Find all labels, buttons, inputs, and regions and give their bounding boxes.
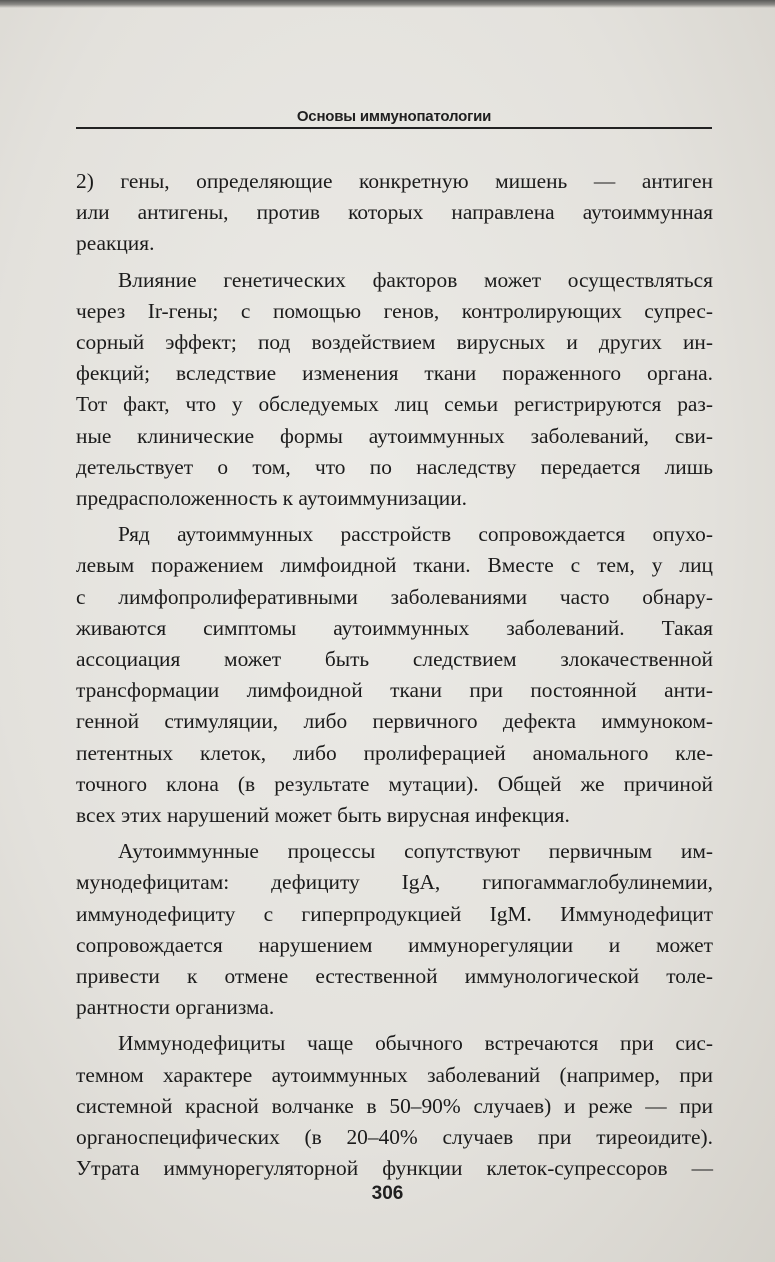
body-text: [76, 166, 713, 1190]
text-line: Тот факт, что у обследуемых лиц семьи регистрируются раз-: [76, 392, 713, 417]
text-line: петентных клеток, либо пролиферацией аномального кле-: [76, 740, 713, 765]
text-line: предрасположенность к аутоиммунизации.: [76, 486, 468, 511]
text-line: сорный эффект; под воздействием вирусных и других ин-: [76, 330, 713, 355]
text-line: всех этих нарушений может быть вирусная инфекция.: [76, 803, 570, 828]
text-line: трансформации лимфоидной ткани при постоянной анти-: [76, 678, 713, 703]
text-line: сопровождается нарушением иммунорегуляции и может: [76, 932, 713, 957]
text-line: ные клинические формы аутоиммунных заболеваний, сви-: [76, 423, 713, 448]
paragraph-1: [76, 166, 713, 260]
text-line: темном характере аутоиммунных заболеваний (например, при: [76, 1062, 713, 1087]
page-top-edge: [0, 0, 775, 8]
text-line: живаются симптомы аутоиммунных заболеваний. Такая: [76, 615, 713, 640]
text-line: органоспецифических (в 20–40% случаев при тиреоидите).: [76, 1125, 713, 1150]
text-line: Ряд аутоиммунных расстройств сопровождается опухо-: [118, 522, 713, 547]
text-line: Влияние генетических факторов может осуществляться: [118, 267, 713, 292]
text-line: рантности организма.: [76, 995, 275, 1020]
text-line: Утрата иммунорегуляторной функции клеток-супрессоров —: [76, 1156, 713, 1181]
text-line: привести к отмене естественной иммунологической толе-: [76, 964, 713, 989]
running-head-title: Основы иммунопатологии: [296, 108, 492, 125]
text-line: или антигены, против которых направлена аутоиммунная: [76, 200, 713, 225]
running-head-rule: [76, 127, 712, 129]
text-line: Иммунодефициты чаще обычного встречаются при сис-: [118, 1031, 713, 1056]
text-line: детельствует о том, что по наследству передается лишь: [76, 454, 713, 479]
text-line: мунодефицитам: дефициту IgA, гипогаммаглобулинемии,: [76, 870, 713, 895]
text-line: точного клона (в результате мутации). Общей же причиной: [76, 771, 713, 796]
text-line: реакция.: [76, 231, 155, 256]
text-line: Аутоиммунные процессы сопутствуют первичным им-: [118, 839, 713, 864]
text-line: через Ir-гены; с помощью генов, контролирующих супрес-: [76, 298, 713, 323]
text-line: 2) гены, определяющие конкретную мишень — антиген: [76, 169, 713, 193]
paragraph-3: [76, 519, 713, 831]
page-number: 306: [371, 1183, 404, 1204]
text-line: генной стимуляции, либо первичного дефекта иммуноком-: [76, 709, 713, 734]
paragraph-2: [76, 265, 713, 515]
text-line: фекций; вследствие изменения ткани пораженного органа.: [76, 361, 713, 386]
running-head: [76, 108, 712, 128]
paragraph-5: [76, 1028, 713, 1184]
text-line: ассоциация может быть следствием злокачественной: [76, 647, 713, 672]
text-line: иммунодефициту с гиперпродукцией IgM. Иммунодефицит: [76, 901, 713, 926]
paragraph-4: [76, 836, 713, 1023]
text-line: системной красной волчанке в 50–90% случаев) и реже — при: [76, 1093, 713, 1118]
text-line: с лимфопролиферативными заболеваниями часто обнару-: [76, 584, 713, 609]
text-line: левым поражением лимфоидной ткани. Вместе с тем, у лиц: [76, 553, 713, 578]
